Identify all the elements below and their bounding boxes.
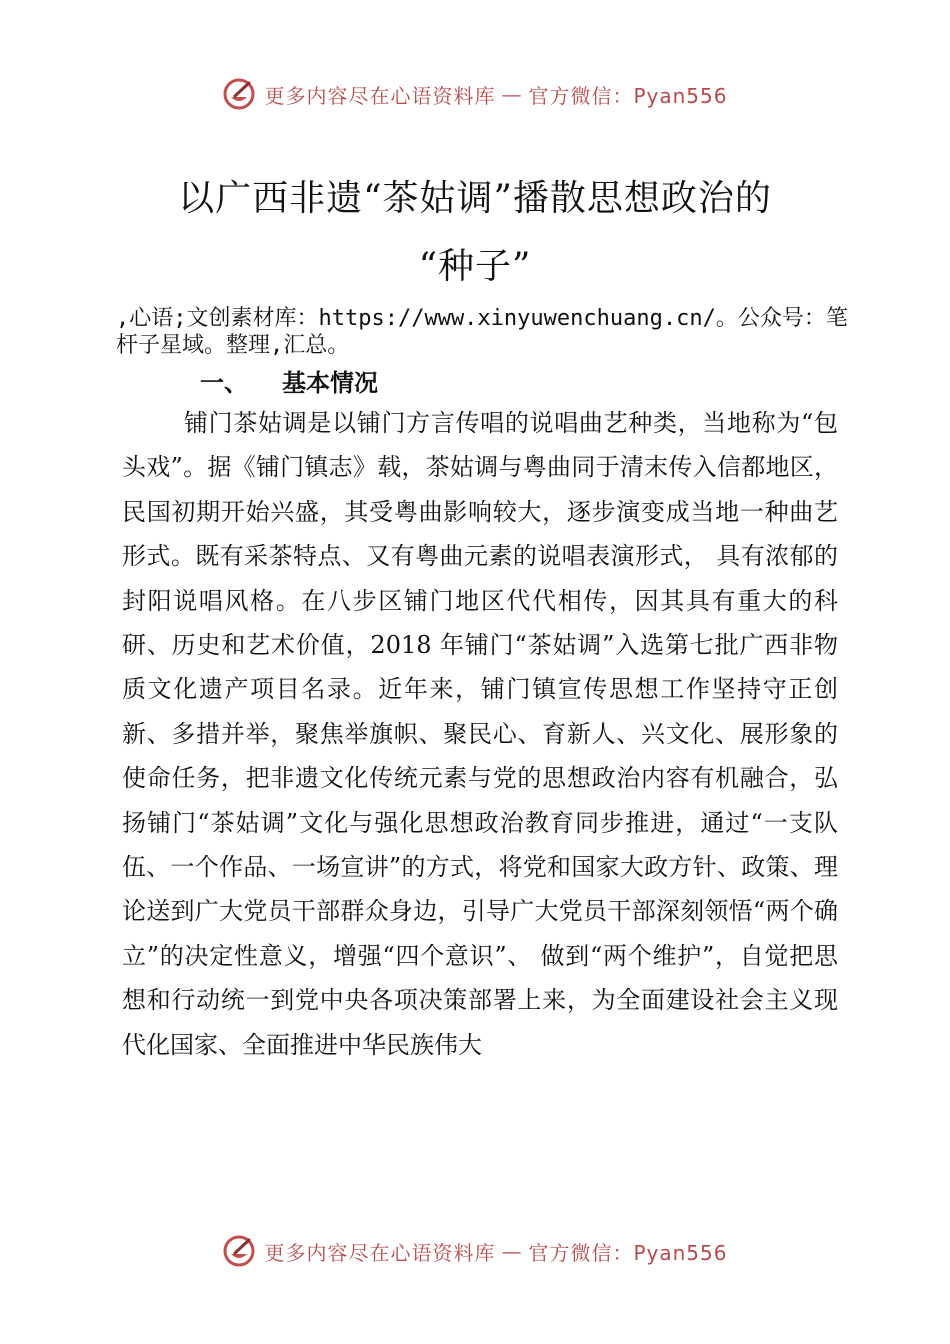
banner-wechat: 官方微信：Pyan556 [528, 83, 728, 108]
mortar-pestle-logo-icon [222, 1234, 256, 1268]
body-paragraph: 铺门茶姑调是以铺门方言传唱的说唱曲艺种类，当地称为“包头戏”。据《铺门镇志》载，茶姑调与粤曲同于清末传入信都地区，民国初期开始兴盛，其受粤曲影响较大，逐步演变成当地一种曲艺形式。既有采茶特点、又有粤曲元素的说唱表演形式， 具有浓郁的封阳说唱风格。在八步区铺门地区代代相传，因其具有重大的科研、历史和艺术价值，2018 年铺门“茶姑调”入选第七批广西非物质文化遗产项目名录。近年来，铺门镇宣传思想工作坚持守正创新、多措并举，聚焦举旗帜、聚民心、育新人、兴文化、展形象的使命任务，把非遗文化传统元素与党的思想政治内容有机融合，弘扬铺门“茶姑调”文化与强化思想政治教育同步推进，通过“一支队伍、一个作品、一场宣讲”的方式，将党和国家大政方针、政策、理论送到广大党员干部群众身边，引导广大党员干部深刻领悟“两个确立”的决定性意义，增强“四个意识”、 做到“两个维护”，自觉把思想和行动统一到党中央各项决策部署上来，为全面建设社会主义现代化国家、全面推进中华民族伟大 [122, 409, 838, 1059]
banner-text: 更多内容尽在心语资料库 [264, 1240, 496, 1265]
source-note: ,心语;文创素材库：https://www.xinyuwenchuang.cn/。公众号：笔杆子星域。整理,汇总。 [116, 306, 848, 358]
banner-separator: — [501, 1239, 523, 1263]
section-number: 一、 [200, 369, 248, 397]
header-banner [0, 74, 950, 114]
section-heading [200, 363, 378, 398]
document-title-line2: “种子” [418, 246, 532, 287]
mortar-pestle-logo-icon [222, 77, 256, 111]
banner-text: 更多内容尽在心语资料库 [264, 83, 496, 108]
footer-banner [0, 1231, 950, 1271]
banner-separator: — [501, 82, 523, 106]
section-title: 基本情况 [282, 369, 378, 397]
document-title-line1: 以广西非遗“茶姑调”播散思想政治的 [178, 178, 772, 219]
banner-wechat: 官方微信：Pyan556 [528, 1240, 728, 1265]
